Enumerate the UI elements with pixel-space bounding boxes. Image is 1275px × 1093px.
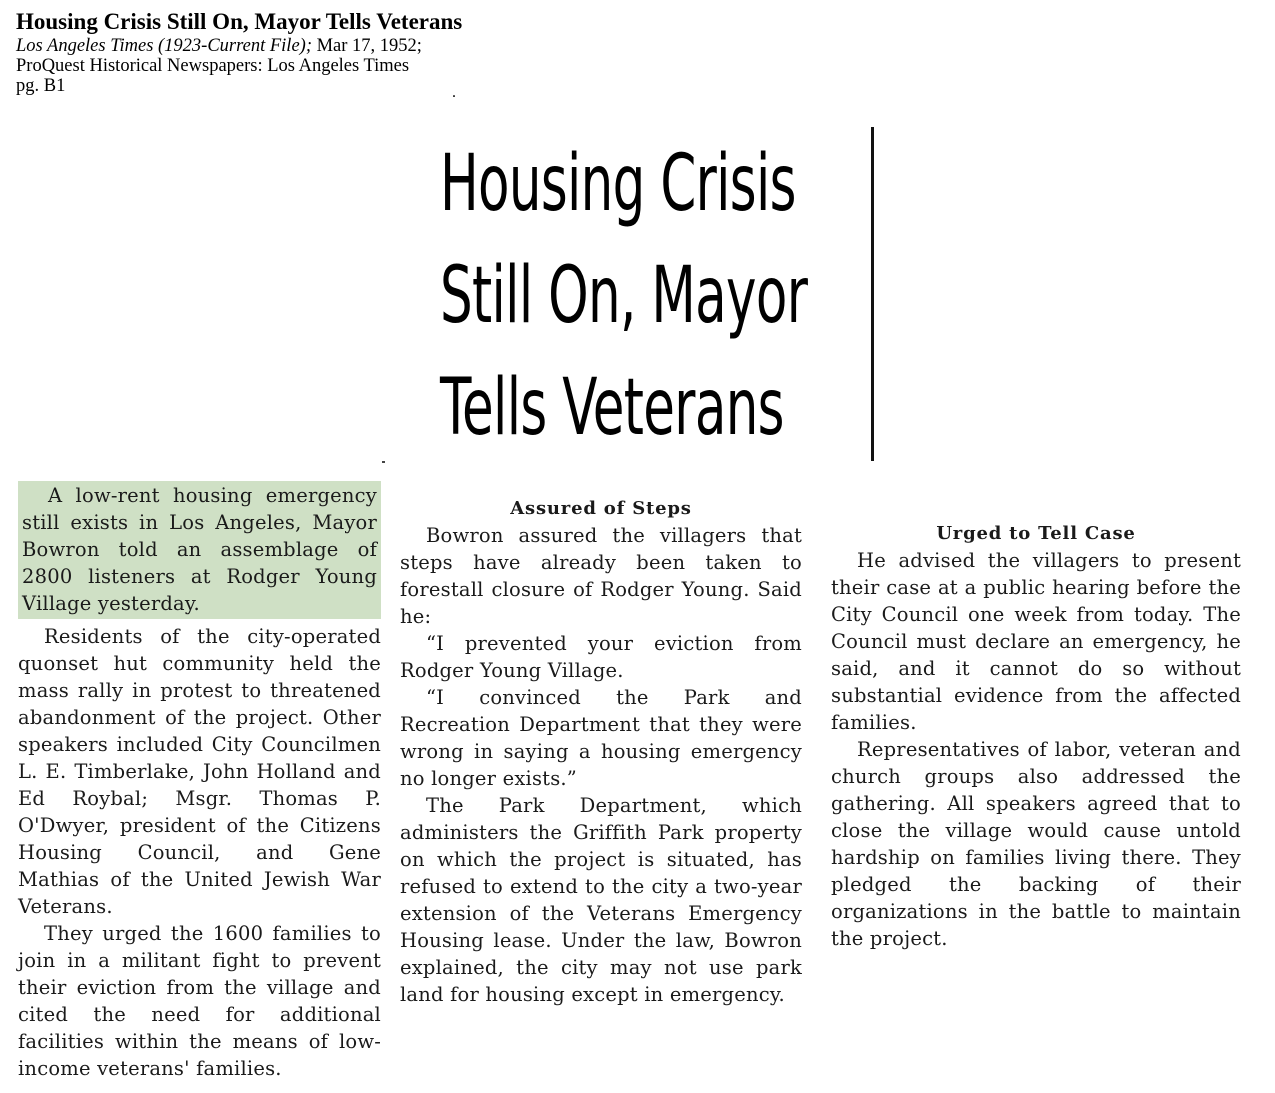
scan-speck [382, 461, 385, 463]
subheading-assured-of-steps: Assured of Steps [510, 498, 692, 519]
lead-paragraph-highlighted: A low-rent housing emergency still exists in Los Angeles, Mayor Bowron told an assemblage of 2800 listeners at Rodger Young Village yesterday. [18, 481, 381, 619]
subheading-urged-to-tell-case: Urged to Tell Case [936, 523, 1136, 544]
body-paragraph: “I prevented your eviction from Rodger Young Village. [400, 632, 802, 682]
headline-line-3: Tells Veterans [440, 363, 784, 453]
citation-database: ProQuest Historical Newspapers: Los Angeles Times [16, 56, 410, 76]
column-rule [871, 127, 874, 461]
headline-line-2: Still On, Mayor [440, 251, 808, 341]
body-paragraph: Residents of the city-operated quonset hut community held the mass rally in protest to threatened abandonment of the project. Other speakers included City Councilmen L. E. Timberlake, John Holland and Ed Roybal; Msgr. Thomas P. O'Dwyer, president of the Citizens Housing Council, and Gene Mathias of the United Jewish War Veterans. [18, 625, 381, 918]
article-column-2 [400, 496, 802, 1008]
body-paragraph: “I convinced the Park and Recreation Department that they were wrong in saying a housing emergency no longer exists.” [400, 686, 802, 790]
citation-source [16, 36, 462, 56]
publication-name: Los Angeles Times (1923-Current File); [16, 36, 312, 56]
body-paragraph: Representatives of labor, veteran and church groups also addressed the gathering. All speakers agreed that to close the village would cause untold hardship on families living there. They pledged the backing of their organizations in the battle to maintain the project. [831, 738, 1241, 950]
article-column-3 [831, 521, 1241, 952]
body-paragraph: They urged the 1600 families to join in a militant fight to prevent their eviction from the village and cited the need for additional facilities within the means of low-income veterans' families. [18, 922, 381, 1080]
body-paragraph: Bowron assured the villagers that steps have already been taken to forestall closure of Rodger Young. Said he: [400, 524, 802, 628]
headline-line-1: Housing Crisis [440, 139, 796, 229]
body-paragraph: The Park Department, which administers the Griffith Park property on which the project is situated, has refused to extend to the city a two-year extension of the Veterans Emergency Housing lease. Under the law, Bowron explained, the city may not use park land for housing except in emergency. [400, 794, 802, 1006]
publication-date: Mar 17, 1952; [311, 36, 422, 56]
citation-block [16, 8, 462, 96]
citation-page: pg. B1 [16, 76, 66, 96]
body-paragraph: He advised the villagers to present their case at a public hearing before the City Council one week from today. The Council must declare an emergency, he said, and it cannot do so without substantial evidence from the affected families. [831, 549, 1241, 734]
scan-speck: . [452, 84, 456, 101]
article-headline [440, 128, 808, 464]
citation-title: Housing Crisis Still On, Mayor Tells Veterans [16, 9, 463, 34]
article-column-1 [18, 481, 381, 1082]
